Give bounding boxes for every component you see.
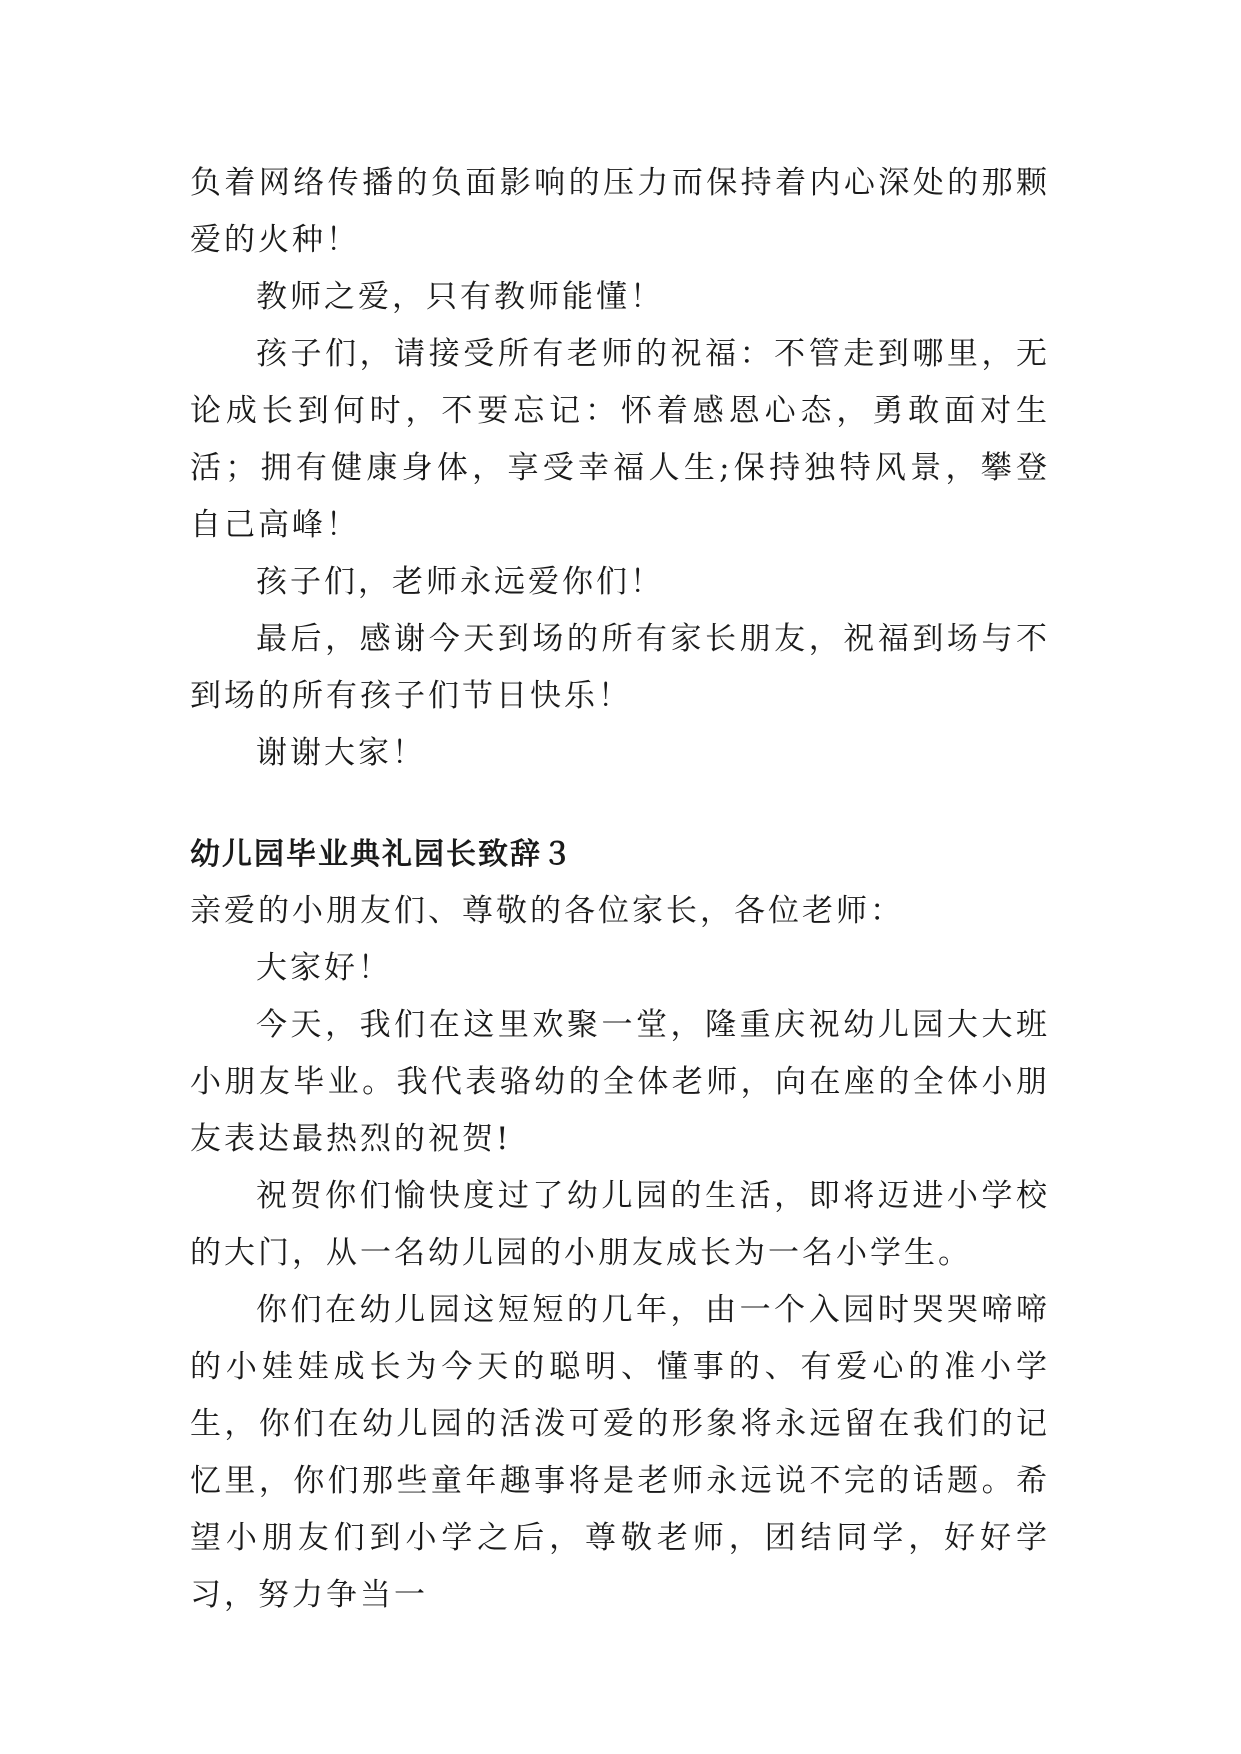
- paragraph: 祝贺你们愉快度过了幼儿园的生活，即将迈进小学校的大门，从一名幼儿园的小朋友成长为一名小学生。: [190, 1178, 1050, 1271]
- paragraph: 最后，感谢今天到场的所有家长朋友，祝福到场与不到场的所有孩子们节日快乐！: [190, 621, 1050, 714]
- section-gap: [190, 782, 1050, 826]
- section-title: 幼儿园毕业典礼园长致辞３: [190, 837, 574, 872]
- paragraph: 谢谢大家！: [256, 735, 426, 771]
- paragraph: 你们在幼儿园这短短的几年，由一个入园时哭哭啼啼的小娃娃成长为今天的聪明、懂事的、有爱心的准小学生，你们在幼儿园的活泼可爱的形象将永远留在我们的记忆里，你们那些童年趣事将是老师永远说不完的话题。希望小朋友们到小学之后，尊敬老师，团结同学，好好学习，努力争当一: [190, 1292, 1050, 1613]
- salutation: 亲爱的小朋友们、尊敬的各位家长，各位老师：: [190, 893, 904, 929]
- paragraph: 今天，我们在这里欢聚一堂，隆重庆祝幼儿园大大班小朋友毕业。我代表骆幼的全体老师，向在座的全体小朋友表达最热烈的祝贺!: [190, 1007, 1050, 1157]
- paragraph: 孩子们，请接受所有老师的祝福：不管走到哪里，无论成长到何时，不要忘记：怀着感恩心态，勇敢面对生活；拥有健康身体，享受幸福人生;保持独特风景，攀登自己高峰！: [190, 336, 1050, 543]
- document-page: [190, 155, 1050, 1624]
- paragraph: 孩子们，老师永远爱你们！: [256, 564, 664, 600]
- paragraph-continuation: 负着网络传播的负面影响的压力而保持着内心深处的那颗爱的火种！: [190, 165, 1050, 258]
- paragraph: 教师之爱，只有教师能懂！: [256, 279, 664, 315]
- paragraph: 大家好！: [256, 950, 392, 986]
